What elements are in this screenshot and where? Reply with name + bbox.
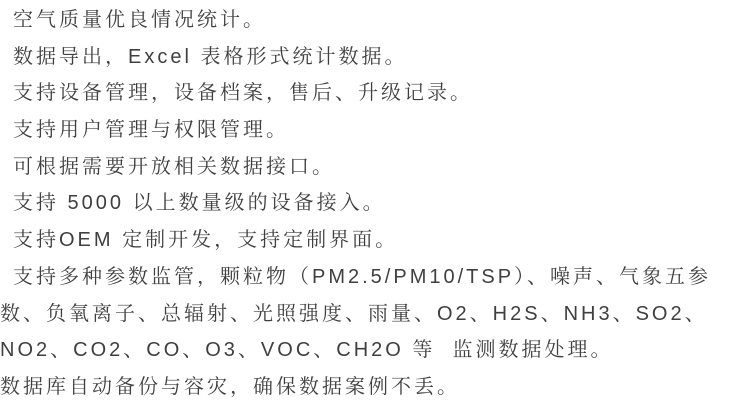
text-line: 支持多种参数监管，颗粒物（PM2.5/PM10/TSP）、噪声、气象五参 — [13, 265, 712, 288]
paragraph — [0, 222, 754, 259]
text-line: 空气质量优良情况统计。 — [13, 9, 266, 31]
text-line: NO2、CO2、CO、O3、VOC、CH2O 等 监测数据处理。 — [0, 339, 614, 362]
text-line: 支持OEM 定制开发，支持定制界面。 — [13, 229, 399, 252]
text-line: 支持 5000 以上数量级的设备接入。 — [13, 192, 386, 215]
text-line: 数、负氧离子、总辐射、光照强度、雨量、O2、H2S、NH3、SO2、 — [0, 302, 708, 325]
text-line: 数据库自动备份与容灾，确保数据案例不丢。 — [0, 375, 460, 398]
paragraph — [0, 149, 754, 186]
paragraph — [0, 259, 754, 369]
paragraph — [0, 112, 754, 149]
text-line: 可根据需要开放相关数据接口。 — [13, 155, 335, 178]
text-line: 支持设备管理，设备档案，售后、升级记录。 — [13, 82, 473, 105]
paragraph — [0, 2, 754, 39]
paragraph — [0, 369, 754, 406]
paragraph — [0, 185, 754, 222]
paragraph — [0, 75, 754, 112]
text-line: 数据导出，Excel 表格形式统计数据。 — [13, 45, 408, 68]
text-line: 支持用户管理与权限管理。 — [13, 119, 289, 142]
paragraph — [0, 39, 754, 76]
